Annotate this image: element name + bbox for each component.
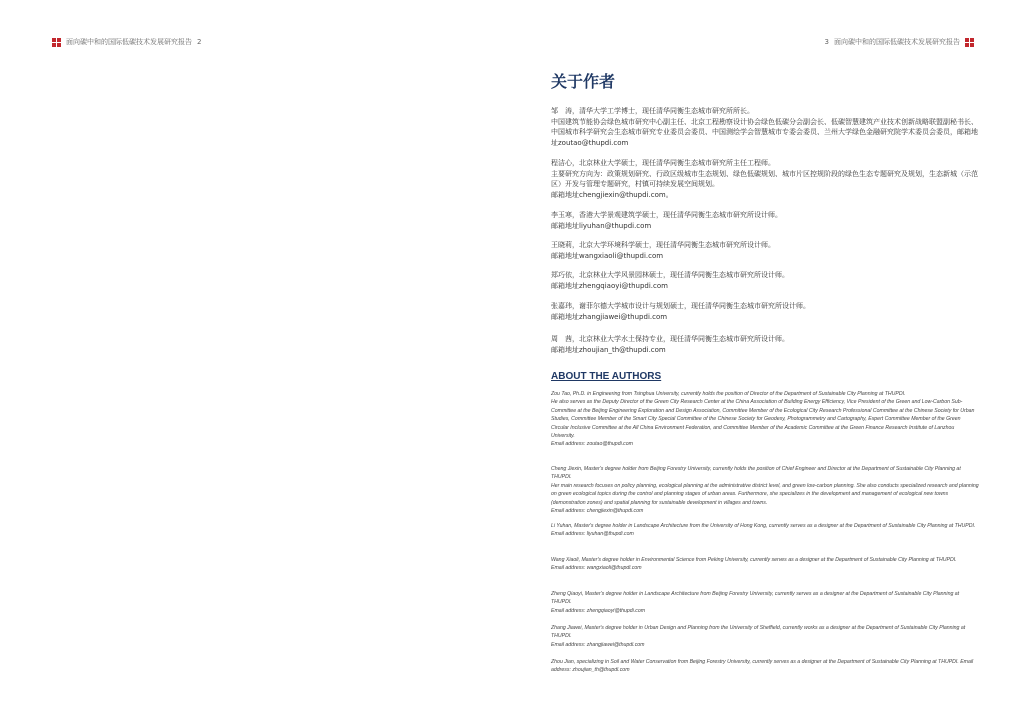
cn-bio-line: 邮箱地址zhoujian_th@thupdi.com — [551, 345, 666, 354]
en-bio-line: Email address: liyuhan@thupdi.com — [551, 531, 634, 538]
en-bio-line: Zheng Qiaoyi, Master's degree holder in Landscape Architecture from Beijing Forestry University, currently serves as a designer at the Department of Sustainable City Planning at THUPDI. — [551, 591, 960, 606]
cn-bio-line: 张嘉玮，谢菲尔德大学城市设计与规划硕士，现任清华同衡生态城市研究所设计师。 — [551, 302, 810, 310]
en-bio-line: Her main research focuses on policy planning, ecological planning at the administrative district level, and green low-carbon planning. She also conducts specialized research and planning on green ecological topics during the control and planning stages of urban areas. Furthermore, she specializes in the development and management of ecological new towns (demonstration zones) and spatial planning for sustainable development in villages and towns. — [551, 482, 979, 506]
en-bio-line: Zhou Jian, specializing in Soil and Water Conservation from Beijing Forestry University, currently serves as a designer at the Department of Sustainable City Planning at THUPDI. Email address: zhoujian_th@thupdi.com — [551, 659, 974, 674]
report-logo-icon — [52, 38, 61, 47]
cn-bio-line: 周 茜，北京林业大学水土保持专业，现任清华同衡生态城市研究所设计师。 — [551, 335, 789, 343]
en-author-bio — [551, 658, 979, 675]
cn-author-bio — [551, 240, 979, 261]
cn-bio-line: 邮箱地址zhengqiaoyi@thupdi.com — [551, 281, 668, 290]
right-page-number: 3 — [824, 38, 829, 46]
cn-bio-line: 邹 涛，清华大学工学博士，现任清华同衡生态城市研究所所长。 — [551, 107, 754, 115]
cn-bio-line: 王晓莉，北京大学环境科学硕士，现任清华同衡生态城市研究所设计师。 — [551, 241, 775, 249]
en-author-bio — [551, 522, 979, 539]
cn-bio-line: 程洁心，北京林业大学硕士，现任清华同衡生态城市研究所主任工程师。 — [551, 159, 775, 167]
right-page-header — [820, 37, 974, 47]
cn-author-bio — [551, 106, 979, 148]
en-section-title: ABOUT THE AUTHORS — [551, 371, 662, 382]
en-bio-line: He also serves as the Deputy Director of the Green City Research Center at the China Association of Building Energy Efficiency, Vice President of the Green and Low-Carbon Sub-Committee at the Beijing Engineering Exploration and Design Association, Committee Member of the Ecological City Research Professional Committee at the Chinese Society for Urban Studies, Committee Member of the Smart City Special Committee of the Chinese Society for Geodesy, Photogrammetry and Cartography, Expert Committee Member of the Green Circular Inclusive Committee at the All China Environment Federation, and Committee Member of the Academic Committee at the Green Finance Research Institute of Lanzhou University. — [551, 399, 975, 440]
cn-author-bio — [551, 210, 979, 231]
left-page-header — [52, 37, 206, 47]
en-bio-line: Zou Tao, Ph.D. in Engineering from Tsinghua University, currently holds the position of Director of the Department of Sustainable City Planning at THUPDI. — [551, 391, 906, 397]
cn-section-title: 关于作者 — [551, 72, 616, 91]
cn-bio-line: 邮箱地址wangxiaoli@thupdi.com — [551, 251, 664, 260]
cn-author-bio — [551, 158, 979, 200]
cn-bio-line: 主要研究方向为：政策规划研究、行政区级城市生态规划、绿色低碳规划、城市片区控规阶段的绿色生态专题研究及规划，生态新城（示范区）开发与管理专题研究，村镇可持续发展空间规划。 — [551, 169, 978, 188]
en-author-bio — [551, 624, 979, 649]
en-bio-line: Li Yuhan, Master's degree holder in Landscape Architecture from the University of Hong Kong, currently serves as a designer at the Department of Sustainable City Planning at THUPDI. — [551, 523, 976, 529]
en-bio-line: Email address: wangxiaoli@thupdi.com — [551, 565, 642, 572]
en-author-bio — [551, 556, 979, 573]
cn-author-bio — [551, 301, 979, 322]
left-header-title: 面向碳中和的国际低碳技术发展研究报告 — [66, 38, 192, 46]
en-bio-line: Wang Xiaoli, Master's degree holder in Environmental Science from Peking University, currently serves as a designer at the Department of Sustainable City Planning at THUPDI. — [551, 557, 957, 563]
left-page-number: 2 — [197, 38, 202, 46]
report-logo-icon — [965, 38, 974, 47]
cn-bio-line: 郑巧依，北京林业大学风景园林硕士，现任清华同衡生态城市研究所设计师。 — [551, 271, 789, 279]
en-author-bio — [551, 465, 979, 515]
cn-bio-line: 李玉寒，香港大学景观建筑学硕士，现任清华同衡生态城市研究所设计师。 — [551, 211, 782, 219]
cn-bio-line: 邮箱地址chengjiexin@thupdi.com。 — [551, 190, 673, 199]
en-bio-line: Cheng Jiexin, Master's degree holder from Beijing Forestry University, currently holds the position of Chief Engineer and Director at the Department of Sustainable City Planning at THUPDI. — [551, 466, 961, 481]
en-bio-line: Email address: zhangjiawei@thupdi.com — [551, 641, 645, 648]
cn-author-bio — [551, 334, 979, 355]
en-author-bio — [551, 590, 979, 615]
cn-bio-line: 中国建筑节能协会绿色城市研究中心副主任、北京工程勘察设计协会绿色低碳分会副会长、低碳智慧建筑产业技术创新战略联盟副秘书长、中国城市科学研究会生态城市研究专业委员会委员、中国测绘学会智慧城市专委会委员、兰州大学绿色金融研究院学术委员会委员，邮箱地址zoutao@thupdi.com — [551, 117, 978, 147]
en-bio-line: Email address: zhengqiaoyi@thupdi.com — [551, 607, 646, 614]
en-bio-line: Email address: zoutao@thupdi.com — [551, 441, 633, 448]
right-header-title: 面向碳中和的国际低碳技术发展研究报告 — [834, 38, 960, 46]
en-author-bio — [551, 390, 979, 449]
en-bio-line: Email address: chengjiexin@thupdi.com — [551, 508, 644, 515]
cn-author-bio — [551, 270, 979, 291]
cn-bio-line: 邮箱地址liyuhan@thupdi.com — [551, 221, 652, 230]
en-bio-line: Zhang Jiawei, Master's degree holder in Urban Design and Planning from the University of Sheffield, currently works as a designer at the Department of Sustainable City Planning at THUPDI. — [551, 625, 966, 640]
cn-bio-line: 邮箱地址zhangjiawei@thupdi.com — [551, 312, 668, 321]
